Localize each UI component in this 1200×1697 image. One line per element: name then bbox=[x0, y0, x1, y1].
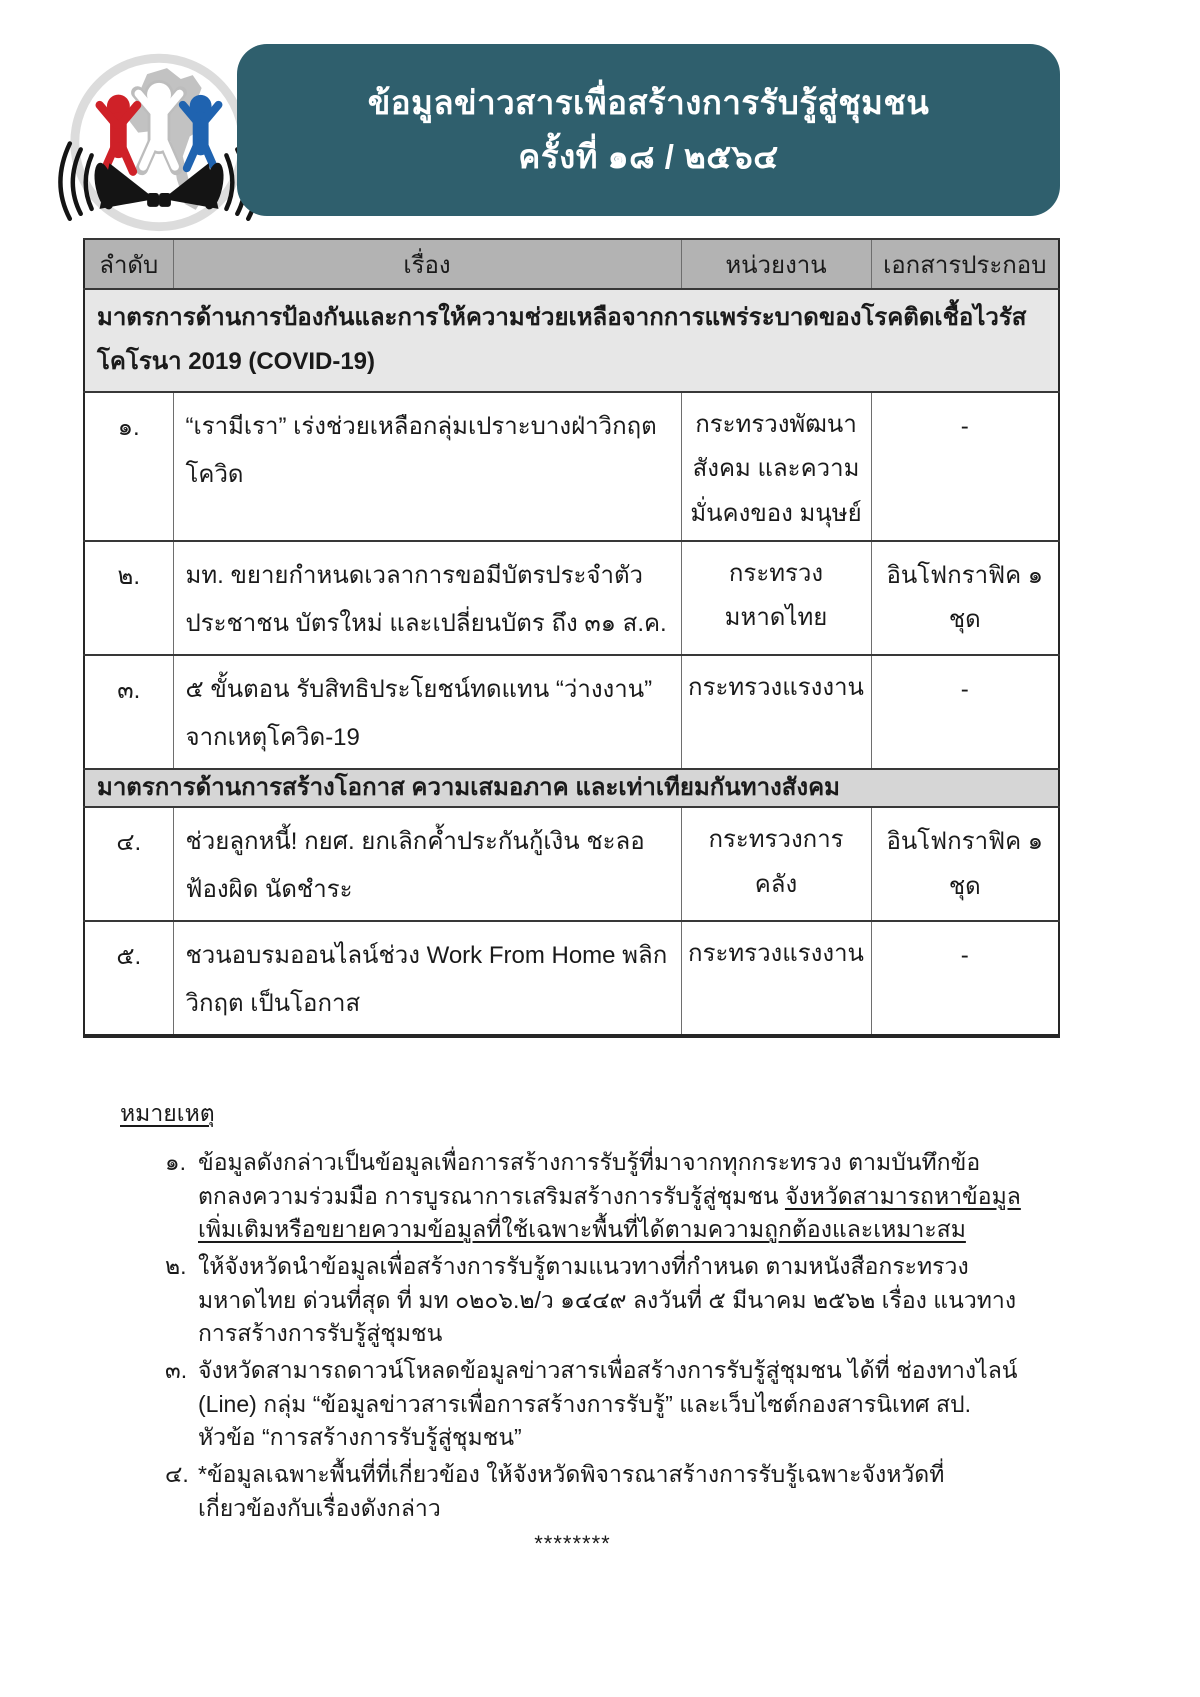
row-number: ๑. bbox=[84, 392, 173, 541]
row-agency: กระทรวงแรงงาน bbox=[681, 921, 871, 1036]
column-header-subject: เรื่อง bbox=[173, 239, 681, 289]
section-heading: มาตรการด้านการสร้างโอกาส ความเสมอภาค และเท่าเทียมกันทางสังคม bbox=[84, 769, 1059, 807]
note-number: ๔. bbox=[165, 1461, 189, 1488]
row-subject: ๕ ขั้นตอน รับสิทธิประโยชน์ทดแทน “ว่างงาน” จากเหตุโควิด-19 bbox=[173, 655, 681, 769]
separator-stars: ******** bbox=[534, 1531, 611, 1557]
notes-section bbox=[120, 1096, 1025, 1557]
row-docs: อินโฟกราฟิค ๑ ชุด bbox=[871, 807, 1059, 921]
note-item bbox=[120, 1250, 1025, 1350]
row-subject: “เรามีเรา” เร่งช่วยเหลือกลุ่มเปราะบางฝ่าวิกฤตโควิด bbox=[173, 392, 681, 541]
row-number: ๔. bbox=[84, 807, 173, 921]
section-heading: มาตรการด้านการป้องกันและการให้ความช่วยเหลือจากการแพร่ระบาดของโรคติดเชื้อไวรัสโคโรนา 2019 (COVID-19) bbox=[84, 289, 1059, 392]
row-agency: กระทรวงมหาดไทย bbox=[681, 541, 871, 655]
note-number: ๓. bbox=[165, 1357, 188, 1384]
notes-heading: หมายเหตุ bbox=[120, 1100, 215, 1127]
note-text bbox=[198, 1146, 1025, 1246]
section-heading-row bbox=[84, 769, 1059, 807]
row-agency: กระทรวงการคลัง bbox=[681, 807, 871, 921]
note-number: ๑. bbox=[165, 1149, 186, 1176]
row-subject: ชวนอบรมออนไลน์ช่วง Work From Home พลิกวิกฤต เป็นโอกาส bbox=[173, 921, 681, 1036]
column-header-agency: หน่วยงาน bbox=[681, 239, 871, 289]
note-number: ๒. bbox=[165, 1253, 187, 1280]
table-row bbox=[84, 807, 1059, 921]
title-banner bbox=[237, 44, 1060, 216]
note-item bbox=[120, 1146, 1025, 1246]
row-number: ๕. bbox=[84, 921, 173, 1036]
section-heading-row bbox=[84, 289, 1059, 392]
row-docs: - bbox=[871, 655, 1059, 769]
table-row bbox=[84, 655, 1059, 769]
page-title: ข้อมูลข่าวสารเพื่อสร้างการรับรู้สู่ชุมชน bbox=[367, 84, 930, 122]
table-header-row bbox=[84, 239, 1059, 289]
note-text-plain: ข้อมูลดังกล่าวเป็นข้อมูลเพื่อการสร้างการรับรู้ที่มาจากทุกกระทรวง ตามบันทึกข้อตกลงความร่วมมือ การบูรณาการเสริมสร้างการรับรู้สู่ชุมชน bbox=[198, 1149, 981, 1209]
note-text: จังหวัดสามารถดาวน์โหลดข้อมูลข่าวสารเพื่อสร้างการรับรู้สู่ชุมชน ได้ที่ ช่องทางไลน์ (Line) กลุ่ม “ข้อมูลข่าวสารเพื่อการสร้างการรับรู้” และเว็บไซต์กองสารนิเทศ สป. หัวข้อ “การสร้างการรับรู้สู่ชุมชน” bbox=[198, 1357, 1018, 1451]
note-text-underlined: จังหวัดสามารถหาข้อมูลเพิ่มเติมหรือขยายความข้อมูลที่ใช้เฉพาะพื้นที่ได้ตามความถูกต้องและเหมาะสม bbox=[198, 1182, 1021, 1243]
table-row bbox=[84, 392, 1059, 541]
row-number: ๒. bbox=[84, 541, 173, 655]
page-header bbox=[0, 0, 1200, 232]
row-docs: - bbox=[871, 921, 1059, 1036]
table-row bbox=[84, 921, 1059, 1036]
row-subject: มท. ขยายกำหนดเวลาการขอมีบัตรประจำตัว ประชาชน บัตรใหม่ และเปลี่ยนบัตร ถึง ๓๑ ส.ค. bbox=[173, 541, 681, 655]
page-subtitle: ครั้งที่ ๑๘ / ๒๕๖๔ bbox=[518, 138, 779, 175]
content-area bbox=[83, 238, 1058, 1038]
row-docs: - bbox=[871, 392, 1059, 541]
table-row bbox=[84, 541, 1059, 655]
column-header-no: ลำดับ bbox=[84, 239, 173, 289]
column-header-docs: เอกสารประกอบ bbox=[871, 239, 1059, 289]
row-agency: กระทรวงพัฒนาสังคม และความมั่นคงของ มนุษย์ bbox=[681, 392, 871, 541]
note-item bbox=[120, 1458, 1025, 1525]
note-text: ให้จังหวัดนำข้อมูลเพื่อสร้างการรับรู้ตามแนวทางที่กำหนด ตามหนังสือกระทรวงมหาดไทย ด่วนที่สุด ที่ มท ๐๒๐๖.๒/ว ๑๔๔๙ ลงวันที่ ๕ มีนาคม ๒๕๖๒ เรื่อง แนวทางการสร้างการรับรู้สู่ชุมชน bbox=[198, 1253, 1017, 1347]
row-agency: กระทรวงแรงงาน bbox=[681, 655, 871, 769]
row-number: ๓. bbox=[84, 655, 173, 769]
row-docs: อินโฟกราฟิค ๑ ชุด bbox=[871, 541, 1059, 655]
note-text: *ข้อมูลเฉพาะพื้นที่ที่เกี่ยวข้อง ให้จังหวัดพิจารณาสร้างการรับรู้เฉพาะจังหวัดที่เกี่ยวข้องกับเรื่องดังกล่าว bbox=[198, 1461, 945, 1521]
news-table bbox=[83, 238, 1060, 1038]
row-subject: ช่วยลูกหนี้! กยศ. ยกเลิกค้ำประกันกู้เงิน ชะลอฟ้องผิด นัดชำระ bbox=[173, 807, 681, 921]
note-item bbox=[120, 1354, 1025, 1454]
